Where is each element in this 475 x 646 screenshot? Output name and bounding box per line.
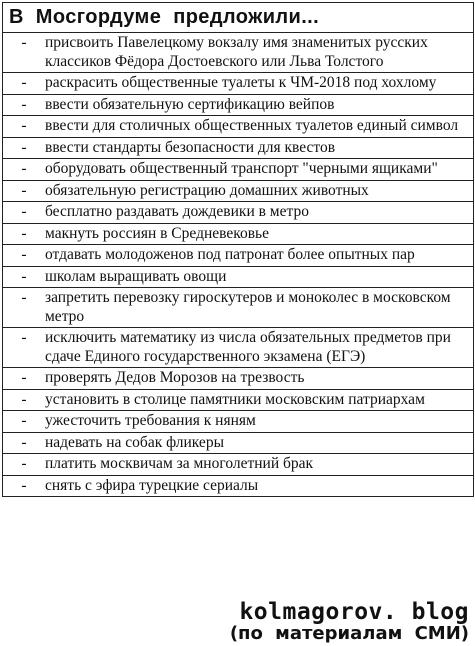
list-item	[3, 33, 473, 73]
list-item	[3, 454, 473, 476]
item-text: ввести обязательную сертификацию вейпов	[45, 95, 335, 113]
item-text: установить в столице памятники московским патриархам	[45, 390, 425, 408]
list-item	[3, 245, 473, 267]
list-item	[3, 411, 473, 433]
list-item	[3, 224, 473, 246]
list-item	[3, 95, 473, 117]
dash-marker: -	[21, 476, 27, 494]
dash-marker: -	[21, 34, 27, 51]
dash-marker: -	[21, 224, 27, 242]
list-item	[3, 202, 473, 224]
dash-marker: -	[21, 203, 27, 220]
item-text: ввести стандарты безопасности для квестов	[45, 138, 336, 156]
proposals-table	[2, 2, 474, 497]
dash-marker: -	[21, 138, 27, 156]
list-item	[3, 328, 473, 368]
list-item	[3, 267, 473, 289]
dash-marker: -	[21, 74, 27, 91]
blog-credit: kolmagorov. blog	[239, 599, 469, 625]
item-text: ввести для столичных общественных туалетов единый символ	[45, 117, 459, 134]
item-text: присвоить Павелецкому вокзалу имя знаменитых русских классиков Фёдора Достоевского или Льва Толстого	[45, 34, 428, 70]
dash-marker: -	[21, 181, 27, 199]
list-item	[3, 159, 473, 181]
item-text: платить москвичам за многолетний брак	[45, 455, 314, 472]
dash-marker: -	[21, 369, 27, 386]
item-text: макнуть россиян в Средневековье	[45, 224, 270, 242]
dash-marker: -	[21, 246, 27, 263]
item-text: проверять Дедов Морозов на трезвость	[45, 369, 305, 386]
item-text: надевать на собак фликеры	[45, 433, 224, 451]
item-text: раскрасить общественные туалеты к ЧМ-2018 под хохлому	[45, 74, 437, 91]
dash-marker: -	[21, 390, 27, 408]
dash-marker: -	[21, 117, 27, 134]
item-text: исключить математику из числа обязательных предметов при сдаче Единого государственного экзамена (ЕГЭ)	[45, 329, 451, 365]
page-title: В Мосгордуме предложили...	[9, 6, 320, 28]
dash-marker: -	[21, 455, 27, 472]
dash-marker: -	[21, 329, 27, 346]
list-item	[3, 390, 473, 412]
dash-marker: -	[21, 433, 27, 451]
list-item	[3, 476, 473, 498]
item-text: обязательную регистрацию домашних животных	[45, 181, 369, 199]
list-item	[3, 73, 473, 95]
item-text: школам выращивать овощи	[45, 267, 227, 285]
item-text: снять с эфира турецкие сериалы	[45, 476, 259, 494]
item-text: ужесточить требования к няням	[45, 412, 256, 429]
item-text: оборудовать общественный транспорт "черными ящиками"	[45, 160, 438, 177]
item-text: отдавать молодоженов под патронат более опытных пар	[45, 246, 415, 263]
item-text: запретить перевозку гироскутеров и моноколес в московском метро	[45, 289, 451, 325]
dash-marker: -	[21, 289, 27, 306]
list-item	[3, 181, 473, 203]
item-text: бесплатно раздавать дождевики в метро	[45, 203, 309, 220]
list-item	[3, 433, 473, 455]
source-footer	[230, 601, 469, 645]
title-row	[3, 3, 473, 33]
dash-marker: -	[21, 267, 27, 285]
list-item	[3, 288, 473, 328]
list-item	[3, 116, 473, 138]
list-item	[3, 368, 473, 390]
dash-marker: -	[21, 412, 27, 429]
source-note: (по материалам СМИ)	[229, 623, 469, 644]
dash-marker: -	[21, 160, 27, 177]
list-item	[3, 138, 473, 160]
dash-marker: -	[21, 95, 27, 113]
